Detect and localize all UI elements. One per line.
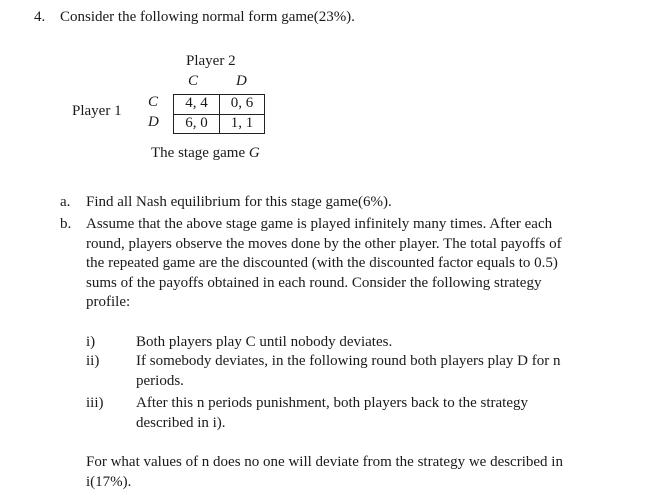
cell-cd: 0, 6 [230, 95, 254, 111]
cell-dc: 6, 0 [185, 115, 208, 131]
final-question-line: For what values of n does no one will deviate from the strategy we described in [86, 454, 563, 470]
cell-dd: 1, 1 [230, 115, 254, 131]
strategy-line: Both players play C until nobody deviates. [136, 334, 393, 350]
question-number: 4. [34, 9, 46, 25]
player2-label: Player 2 [186, 53, 236, 69]
caption-symbol: G [248, 145, 260, 161]
cell-cc: 4, 4 [185, 95, 208, 111]
strategy-line: periods. [136, 372, 184, 389]
part-b-line: the repeated game are the discounted (with the discounted factor equals to 0.5) [86, 255, 558, 271]
part-b-line: Assume that the above stage game is played infinitely many times. After each [86, 216, 553, 232]
strategy-label-i: i) [86, 334, 96, 350]
final-question-line: i(17%). [86, 473, 132, 490]
strategy-line: described in i). [136, 414, 226, 431]
part-b-line: round, players observe the moves done by the other player. The total payoffs of [86, 235, 562, 252]
part-b-text [86, 215, 562, 313]
strategy-text-ii [136, 352, 561, 391]
col-label-d: D [236, 73, 247, 89]
game-caption [151, 145, 260, 162]
row-label-d: D [148, 114, 159, 130]
part-a-label: a. [60, 194, 71, 210]
col-label-c: C [188, 73, 199, 89]
strategy-text-i [136, 333, 392, 353]
final-question [86, 453, 563, 492]
part-a-text: Find all Nash equilibrium for this stage game(6%). [86, 194, 392, 210]
strategy-text-iii [136, 394, 528, 433]
row-label-c: C [148, 94, 159, 110]
part-b-line: sums of the payoffs obtained in each round. Consider the following strategy [86, 274, 542, 291]
grid-line-bottom [173, 133, 265, 134]
strategy-line: After this n periods punishment, both players back to the strategy [136, 395, 528, 411]
player1-label: Player 1 [72, 103, 122, 119]
strategy-label-iii: iii) [86, 395, 104, 411]
question-text: Consider the following normal form game(23%). [60, 9, 355, 25]
caption-text: The stage game [151, 145, 249, 161]
part-b-line: profile: [86, 294, 131, 310]
strategy-line: If somebody deviates, in the following round both players play D for n [136, 353, 561, 369]
strategy-label-ii: ii) [86, 353, 100, 369]
part-b-label: b. [60, 216, 72, 232]
